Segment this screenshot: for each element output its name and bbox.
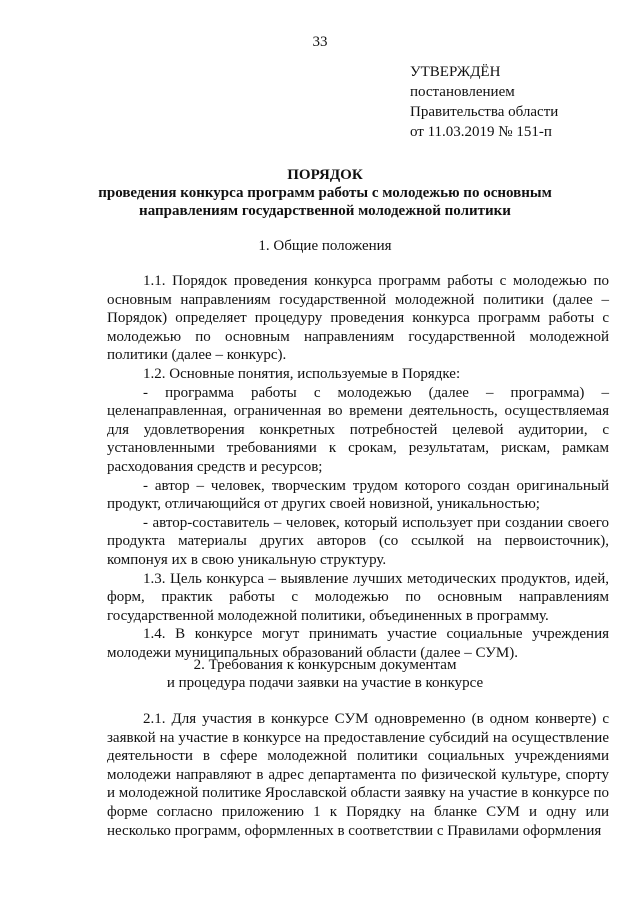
paragraph: 1.1. Порядок проведения конкурса программ работы с молодежью по основным направлениям государственной молодежной политики (далее – Порядок) определяет процедуру проведения конкурса программ работы с молодежью по основным направлениям государственной молодежной политики (далее – конкурс). — [107, 273, 609, 364]
section-heading — [60, 656, 590, 692]
paragraph: 2.1. Для участия в конкурсе СУМ одновременно (в одном конверте) с заявкой на участие в конкурсе на предоставление субсидий на осуществление деятельности в сфере молодежной политики социальных учреждениями молодежи направляют в адрес департамента по физической культуре, спорту и молодежной политике Ярославской области заявку на участие в конкурсе по форме согласно приложению 1 к Порядку на бланке СУМ и одну или несколько программ, оформленных в соответствии с Правилами оформления — [107, 711, 609, 839]
paragraph: - автор-составитель – человек, который использует при создании своего продукта материалы других авторов (со ссылкой на первоисточник), компонуя их в свою уникальную структуру. — [107, 514, 609, 568]
heading-line: и процедура подачи заявки на участие в конкурсе — [166, 675, 484, 691]
approval-line: постановлением — [410, 84, 515, 100]
section-heading: 1. Общие положения — [258, 238, 392, 254]
approval-block — [410, 62, 558, 142]
section-body — [107, 710, 609, 840]
heading-line: 2. Требования к конкурсным документам — [193, 657, 457, 673]
section-body — [107, 272, 609, 662]
paragraph: - автор – человек, творческим трудом которого создан оригинальный продукт, отличающийся от других своей новизной, уникальностью; — [107, 477, 609, 513]
document-title — [60, 166, 590, 220]
paragraph: - программа работы с молодежью (далее – программа) – целенаправленная, ограниченная во времени деятельность, осуществляемая для удовлетворения конкретных потребностей целевой аудитории, с установленными требованиями к срокам, результатам, рискам, рамкам расходования средств и ресурсов; — [107, 384, 609, 475]
approval-line: от 11.03.2019 № 151-п — [410, 124, 552, 140]
page-number: 33 — [312, 34, 328, 50]
paragraph: 1.3. Цель конкурса – выявление лучших методических продуктов, идей, форм, практик работы с молодежью по основным направлениям государственной молодежной политики, объединенных в программу. — [107, 570, 609, 624]
paragraph: 1.4. В конкурсе могут принимать участие социальные учреждения молодежи муниципальных образований области (далее – СУМ). — [107, 626, 609, 661]
title-line: направлениям государственной молодежной политики — [139, 203, 511, 219]
paragraph: 1.2. Основные понятия, используемые в Порядке: — [143, 365, 461, 382]
title-line: ПОРЯДОК — [287, 167, 363, 183]
approval-line: Правительства области — [410, 104, 559, 120]
title-line: проведения конкурса программ работы с молодежью по основным — [98, 185, 552, 201]
approval-line: УТВЕРЖДЁН — [410, 64, 501, 80]
